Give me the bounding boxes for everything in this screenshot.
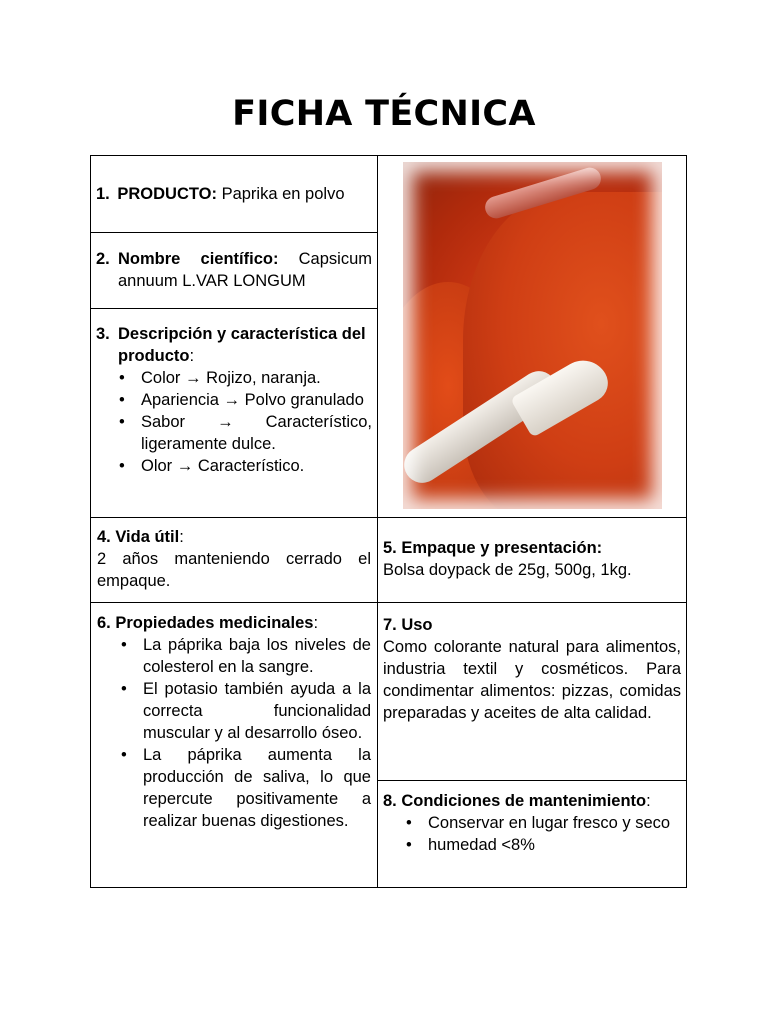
producto-cell bbox=[96, 183, 372, 205]
row-divider bbox=[91, 602, 687, 603]
descripcion-number: 3. bbox=[96, 325, 110, 343]
photo-vignette bbox=[403, 162, 662, 509]
nombre-cientifico-number: 2. bbox=[96, 250, 110, 268]
descripcion-list bbox=[96, 367, 372, 477]
propiedades-cell bbox=[97, 612, 371, 832]
descripcion-colon: : bbox=[189, 347, 195, 365]
list-item: • Color → Rojizo, naranja. bbox=[141, 367, 372, 389]
vida-util-colon: : bbox=[179, 528, 184, 546]
list-item: • Apariencia → Polvo granulado bbox=[141, 389, 372, 411]
list-item: • Olor → Característico. bbox=[141, 455, 372, 477]
vida-util-label: 4. Vida útil bbox=[97, 528, 180, 546]
column-divider bbox=[377, 156, 378, 888]
propiedades-label: 6. Propiedades medicinales bbox=[97, 614, 314, 632]
uso-label: 7. Uso bbox=[383, 616, 433, 634]
empaque-label: 5. Empaque y presentación: bbox=[383, 539, 603, 557]
condiciones-label: 8. Condiciones de mantenimiento bbox=[383, 792, 647, 810]
paprika-powder-photo bbox=[403, 162, 662, 509]
condiciones-list bbox=[383, 812, 681, 856]
list-item: • El potasio también ayuda a la correcta funcionalidad muscular y al desarrollo óseo. bbox=[143, 678, 371, 744]
list-item: • Sabor → Característico, ligeramente dulce. bbox=[141, 411, 372, 455]
nombre-cientifico-cell bbox=[96, 248, 372, 292]
descripcion-cell bbox=[96, 323, 372, 477]
propiedades-colon: : bbox=[313, 614, 319, 632]
producto-number: 1. bbox=[96, 185, 110, 203]
producto-label: PRODUCTO: bbox=[117, 185, 217, 203]
producto-value: Paprika en polvo bbox=[221, 185, 345, 203]
uso-cell bbox=[383, 614, 681, 724]
row-divider bbox=[91, 517, 687, 518]
propiedades-list bbox=[97, 634, 371, 832]
empaque-value: Bolsa doypack de 25g, 500g, 1kg. bbox=[383, 561, 632, 579]
page-title: FICHA TÉCNICA bbox=[232, 94, 536, 134]
list-item: • La páprika baja los niveles de colesterol en la sangre. bbox=[143, 634, 371, 678]
descripcion-label: Descripción y característica del producto bbox=[118, 325, 366, 365]
condiciones-colon: : bbox=[646, 792, 651, 810]
vida-util-value: 2 años manteniendo cerrado el empaque. bbox=[97, 550, 371, 590]
nombre-cientifico-value: Capsicum annuum L.VAR LONGUM bbox=[118, 250, 372, 290]
list-item: • Conservar en lugar fresco y seco bbox=[428, 812, 681, 834]
uso-value: Como colorante natural para alimentos, industria textil y cosméticos. Para condimentar alimentos: pizzas, comidas preparadas y aceites de alta calidad. bbox=[383, 638, 681, 722]
empaque-cell bbox=[383, 537, 681, 581]
list-item: • La páprika aumenta la producción de saliva, lo que repercute positivamente a realizar buenas digestiones. bbox=[143, 744, 371, 832]
row-divider bbox=[91, 232, 377, 233]
row-divider bbox=[377, 780, 687, 781]
list-item: • humedad <8% bbox=[428, 834, 681, 856]
vida-util-cell bbox=[97, 526, 371, 592]
row-divider bbox=[91, 308, 377, 309]
nombre-cientifico-label: Nombre científico: bbox=[118, 250, 279, 268]
condiciones-cell bbox=[383, 790, 681, 856]
